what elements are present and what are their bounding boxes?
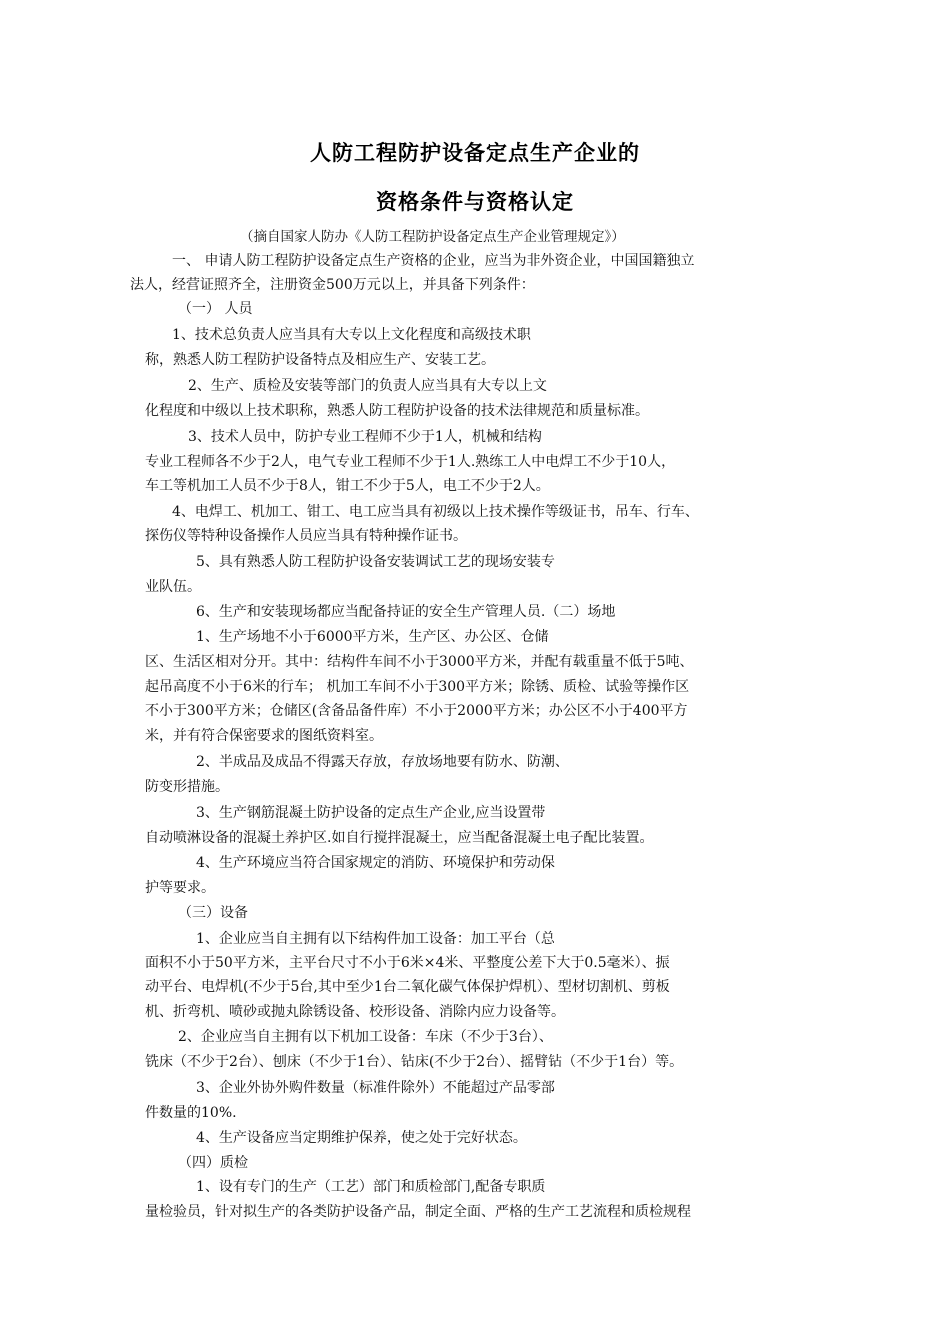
section-heading: （三）设备 bbox=[178, 905, 248, 921]
paragraph-line: 护等要求。 bbox=[145, 880, 215, 896]
paragraph-line: 法人，经营证照齐全，注册资金500万元以上，并具备下列条件： bbox=[130, 277, 535, 293]
paragraph-line: 面积不小于50平方米，主平台尺寸不小于6米×4米、平整度公差下大于0.5毫米）、振 bbox=[145, 955, 670, 971]
section-heading: （四）质检 bbox=[178, 1155, 248, 1171]
paragraph-line: 4、电焊工、机加工、钳工、电工应当具有初级以上技术操作等级证书，吊车、行车、 bbox=[172, 504, 699, 520]
paragraph-line: 动平台、电焊机(不少于5台,其中至少1台二氧化碳气体保护焊机）、型材切割机、剪板 bbox=[145, 979, 670, 995]
paragraph-line: 铣床（不少于2台）、刨床（不少于1台）、钻床(不少于2台）、摇臂钻（不少于1台）等。 bbox=[145, 1054, 684, 1070]
source-note: （摘自国家人防办《人防工程防护设备定点生产企业管理规定》） bbox=[240, 229, 625, 245]
paragraph-line: 探伤仪等特种设备操作人员应当具有特种操作证书。 bbox=[145, 528, 467, 544]
document-title-line-1: 人防工程防护设备定点生产企业的 bbox=[310, 140, 640, 165]
paragraph-line: 3、企业外协外购件数量（标准件除外）不能超过产品零部 bbox=[196, 1080, 555, 1096]
section-heading: （一） 人员 bbox=[178, 301, 253, 317]
paragraph-line: 2、半成品及成品不得露天存放，存放场地要有防水、防潮、 bbox=[196, 754, 569, 770]
paragraph-line: 5、具有熟悉人防工程防护设备安装调试工艺的现场安装专 bbox=[196, 554, 555, 570]
paragraph-line: 1、生产场地不小于6000平方米，生产区、办公区、仓储 bbox=[196, 629, 549, 645]
paragraph-line: 不小于300平方米；仓储区(含备品备件库）不小于2000平方米；办公区不小于400平方 bbox=[145, 703, 688, 719]
paragraph-line: 4、生产环境应当符合国家规定的消防、环境保护和劳动保 bbox=[196, 855, 555, 871]
paragraph-line: 业队伍。 bbox=[145, 579, 201, 595]
paragraph-line: 称，熟悉人防工程防护设备特点及相应生产、安装工艺。 bbox=[145, 352, 495, 368]
paragraph-line: 米，并有符合保密要求的图纸资料室。 bbox=[145, 728, 383, 744]
paragraph-line: 件数量的10%. bbox=[145, 1105, 237, 1121]
paragraph-line: 化程度和中级以上技术职称，熟悉人防工程防护设备的技术法律规范和质量标准。 bbox=[145, 403, 649, 419]
paragraph-line: 3、生产钢筋混凝土防护设备的定点生产企业,应当设置带 bbox=[196, 805, 546, 821]
document-title-line-2: 资格条件与资格认定 bbox=[376, 189, 574, 214]
paragraph-line: 6、生产和安装现场都应当配备持证的安全生产管理人员.（二）场地 bbox=[196, 604, 616, 620]
paragraph-line: 2、企业应当自主拥有以下机加工设备：车床（不少于3台）、 bbox=[178, 1029, 553, 1045]
paragraph-line: 1、设有专门的生产（工艺）部门和质检部门,配备专职质 bbox=[196, 1179, 546, 1195]
paragraph-line: 区、生活区相对分开。其中：结构件车间不小于3000平方米，并配有载重量不低于5吨、 bbox=[145, 654, 694, 670]
paragraph-line: 自动喷淋设备的混凝土养护区.如自行搅拌混凝土，应当配备混凝土电子配比装置。 bbox=[145, 830, 654, 846]
paragraph-line: 车工等机加工人员不少于8人，钳工不少于5人，电工不少于2人。 bbox=[145, 478, 550, 494]
paragraph-line: 2、生产、质检及安装等部门的负责人应当具有大专以上文 bbox=[188, 378, 547, 394]
paragraph-line: 3、技术人员中，防护专业工程师不少于1人，机械和结构 bbox=[188, 429, 542, 445]
paragraph-line: 专业工程师各不少于2人，电气专业工程师不少于1人.熟练工人中电焊工不少于10人， bbox=[145, 454, 676, 470]
paragraph-line: 量检验员，针对拟生产的各类防护设备产品，制定全面、严格的生产工艺流程和质检规程 bbox=[145, 1204, 691, 1220]
paragraph-line: 机、折弯机、喷砂或抛丸除锈设备、校形设备、消除内应力设备等。 bbox=[145, 1004, 565, 1020]
paragraph-line: 1、技术总负责人应当具有大专以上文化程度和高级技术职 bbox=[172, 327, 531, 343]
paragraph-line: 1、企业应当自主拥有以下结构件加工设备：加工平台（总 bbox=[196, 931, 555, 947]
paragraph-line: 防变形措施。 bbox=[145, 779, 229, 795]
paragraph-line: 一、 申请人防工程防护设备定点生产资格的企业，应当为非外资企业，中国国籍独立 bbox=[172, 253, 695, 269]
paragraph-line: 起吊高度不小于6米的行车； 机加工车间不小于300平方米；除锈、质检、试验等操作区 bbox=[145, 679, 690, 695]
paragraph-line: 4、生产设备应当定期维护保养，使之处于完好状态。 bbox=[196, 1130, 527, 1146]
